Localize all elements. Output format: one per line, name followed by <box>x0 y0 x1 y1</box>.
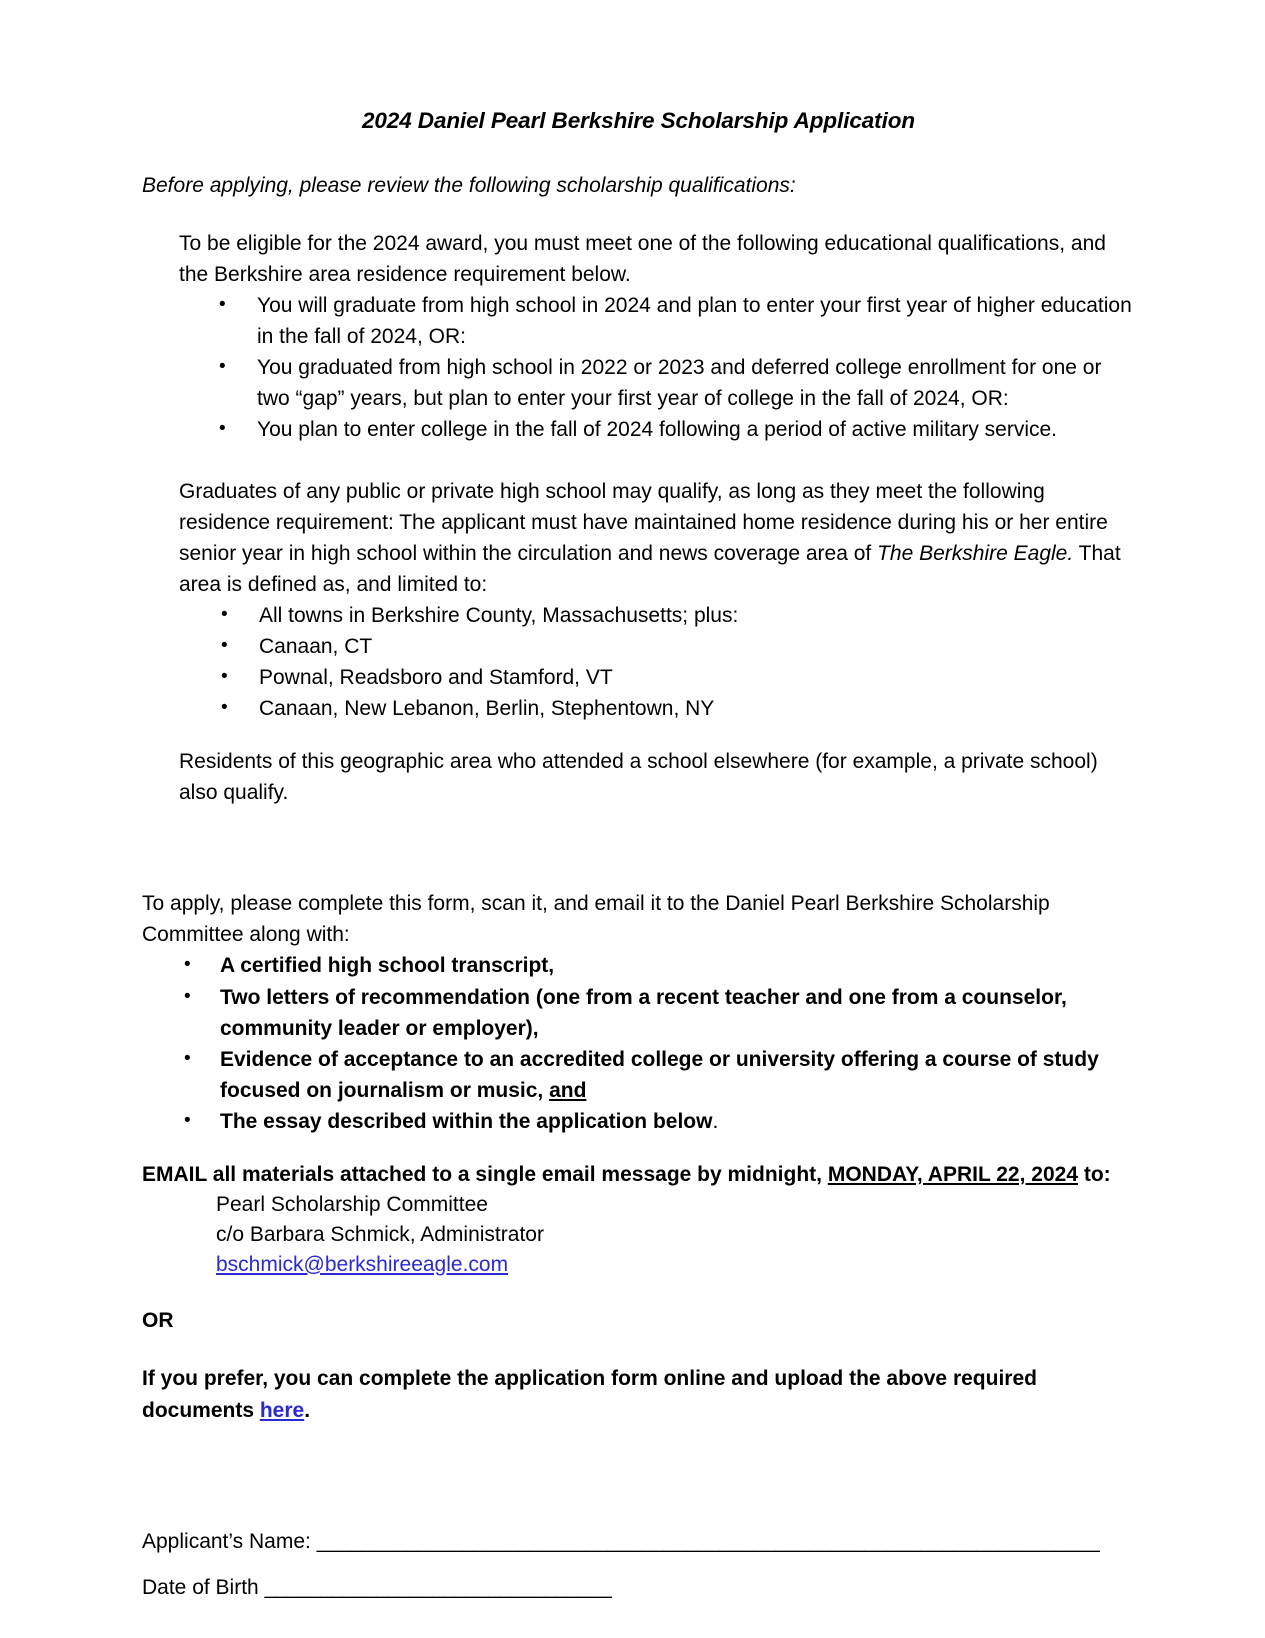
email-instruction-after: to: <box>1078 1162 1111 1186</box>
recipient-committee: Pearl Scholarship Committee <box>216 1193 488 1217</box>
deadline-date: MONDAY, APRIL 22, 2024 <box>827 1162 1078 1186</box>
date-of-birth-label: Date of Birth <box>142 1575 259 1599</box>
requirement-text: Two letters of recommendation (one from a recent teacher and one from a counselor, community leader or employer), <box>220 985 1067 1040</box>
apply-lead: To apply, please complete this form, scan it, and email it to the Daniel Pearl Berkshire Scholarship Committee along with: <box>142 892 1050 947</box>
online-option-after: . <box>304 1398 311 1422</box>
date-of-birth-input-rule[interactable]: _______________________________ <box>264 1575 612 1599</box>
eligibility-section <box>179 228 1135 446</box>
list-item: • Canaan, New Lebanon, Berlin, Stephentown, NY <box>179 693 1135 724</box>
applicant-name-input-rule[interactable]: ______________________________________________________________________ <box>316 1529 1100 1553</box>
online-option-paragraph <box>142 1363 1135 1425</box>
residence-text-part2: That area is defined as, and limited to: <box>179 541 1121 596</box>
requirement-text: A certified high school transcript, <box>220 954 555 978</box>
online-option-before: If you prefer, you can complete the application form online and upload the above required documents <box>142 1367 1037 1422</box>
list-item: • You will graduate from high school in 2024 and plan to enter your first year of higher education in the fall of 2024, OR: <box>179 290 1135 352</box>
requirement-text: The essay described within the application below <box>220 1109 713 1133</box>
online-form-here-link[interactable]: here <box>259 1398 305 1422</box>
list-item <box>142 1106 1135 1137</box>
eligibility-lead: To be eligible for the 2024 award, you must meet one of the following educational qualifications, and the Berkshire area residence requirement below. <box>179 232 1106 287</box>
list-item: • You plan to enter college in the fall of 2024 following a period of active military service. <box>179 414 1135 445</box>
applicant-name-field-row[interactable] <box>142 1530 1135 1554</box>
requirement-text: Evidence of acceptance to an accredited college or university offering a course of study focused on journalism or music, <box>220 1047 1099 1102</box>
date-of-birth-field-row[interactable] <box>142 1576 1135 1600</box>
or-separator-label: OR <box>142 1309 174 1333</box>
intro-instruction: Before applying, please review the following scholarship qualifications: <box>142 174 796 197</box>
recipient-administrator: c/o Barbara Schmick, Administrator <box>216 1222 544 1246</box>
page-title: 2024 Daniel Pearl Berkshire Scholarship Application <box>361 108 916 133</box>
list-item: • Canaan, CT <box>179 631 1135 662</box>
residence-note: Residents of this geographic area who attended a school elsewhere (for example, a private school) also qualify. <box>179 750 1098 805</box>
recipient-address-block <box>216 1190 1135 1279</box>
list-item <box>142 1044 1135 1106</box>
email-deadline-line <box>142 1159 1135 1190</box>
list-item <box>142 982 1135 1044</box>
email-instruction-section <box>142 1159 1135 1280</box>
email-address-link[interactable]: bschmick@berkshireeagle.com <box>216 1252 509 1276</box>
list-item <box>142 950 1135 981</box>
eligibility-bullet-list <box>179 290 1135 445</box>
list-item: • All towns in Berkshire County, Massachusetts; plus: <box>179 600 1135 631</box>
requirement-emphasis-and: and <box>549 1078 587 1102</box>
requirement-period: . <box>712 1109 719 1133</box>
residence-text-part1: Graduates of any public or private high school may qualify, as long as they meet the following residence requirement: The applicant must have maintained home residence during his or her entire senior year in high school within the circulation and news coverage area of <box>179 479 1108 565</box>
applicant-name-label: Applicant’s Name: <box>142 1529 311 1553</box>
required-documents-list <box>142 950 1135 1136</box>
apply-section <box>142 888 1135 1137</box>
publication-name: The Berkshire Eagle. <box>877 541 1074 565</box>
residence-requirement-paragraph <box>179 476 1135 600</box>
coverage-area-list <box>179 600 1135 724</box>
email-instruction-before: EMAIL all materials attached to a single email message by midnight, <box>142 1162 828 1186</box>
list-item: • You graduated from high school in 2022 or 2023 and deferred college enrollment for one or two “gap” years, but plan to enter your first year of college in the fall of 2024, OR: <box>179 352 1135 414</box>
list-item: • Pownal, Readsboro and Stamford, VT <box>179 662 1135 693</box>
residence-section <box>179 476 1135 809</box>
